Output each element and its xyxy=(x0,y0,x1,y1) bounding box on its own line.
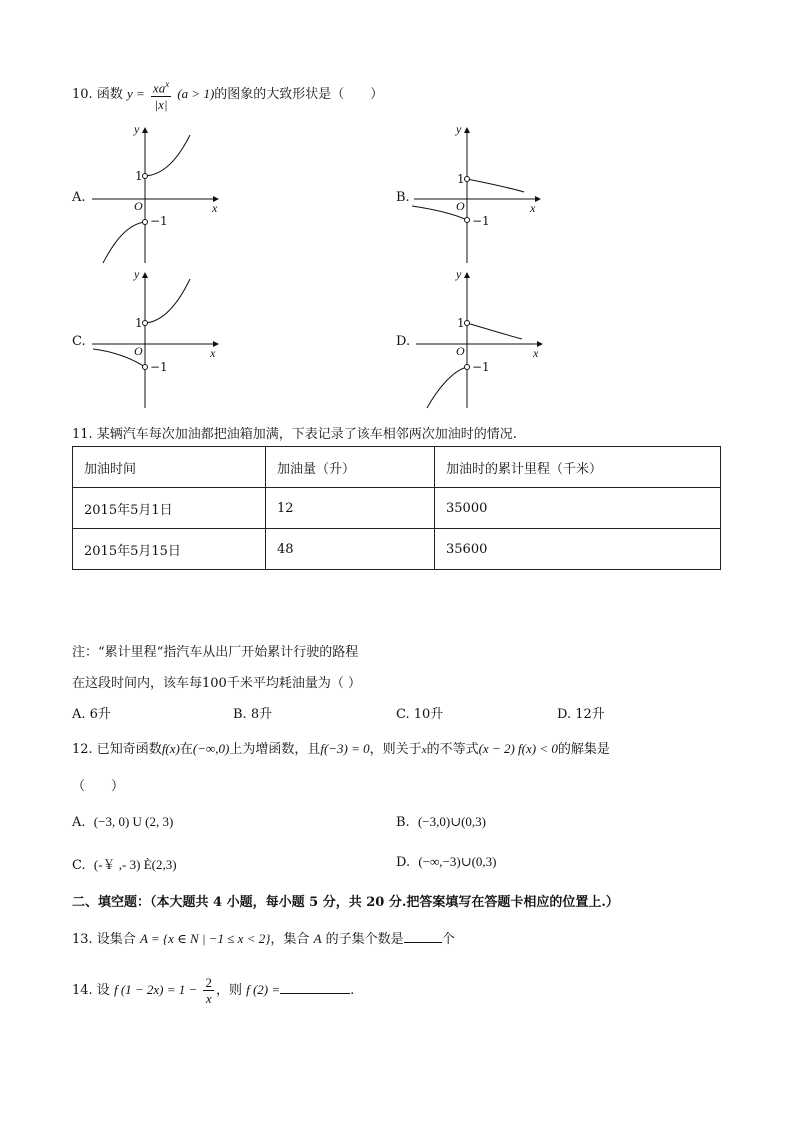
open-point xyxy=(143,220,148,225)
q13-answer-blank[interactable] xyxy=(404,942,442,943)
curve-right xyxy=(467,323,522,339)
label-y: y xyxy=(134,267,140,281)
open-point xyxy=(143,321,148,326)
label-x: x xyxy=(210,346,216,360)
label-one: 1 xyxy=(457,172,465,186)
label-one: 1 xyxy=(135,169,143,183)
q12-stem xyxy=(72,738,610,757)
table-header-cell: 加油时的累计里程（千米） xyxy=(435,447,721,488)
q12-part: 的解集是 xyxy=(557,742,610,757)
table-cell: 12 xyxy=(266,488,435,529)
label-origin: O xyxy=(456,344,465,358)
label-x: x xyxy=(530,201,536,215)
q11-table xyxy=(72,446,721,570)
open-point xyxy=(465,218,470,223)
open-point xyxy=(143,174,148,179)
q13-set: A = {x ∈ N | −1 ≤ x < 2} xyxy=(139,931,271,946)
q12-part: 12. 已知奇函数 xyxy=(72,742,162,757)
label-x: x xyxy=(533,346,539,360)
open-point xyxy=(465,321,470,326)
q10-graph-c xyxy=(90,265,230,415)
q12-part: 上为增函数，且 xyxy=(229,742,321,757)
table-cell: 35000 xyxy=(435,488,721,529)
label-y: y xyxy=(456,267,462,281)
q11-question: 在这段时间内，该车每100千米平均耗油量为（ ） xyxy=(72,676,361,691)
q10-frac-numerator: $xa^x$ xyxy=(152,79,170,96)
table-header-cell: 加油量（升） xyxy=(266,447,435,488)
curve-right xyxy=(467,179,524,192)
q12-part: 在 xyxy=(179,742,193,757)
graph-b-svg xyxy=(412,120,552,270)
open-point xyxy=(143,365,148,370)
q12-part: ，则关于 xyxy=(369,742,422,757)
q14-rhs: f (2) = xyxy=(246,982,281,997)
q10-fraction xyxy=(151,77,171,111)
q11-option-d: D. 12升 xyxy=(557,707,605,722)
q14-lhs: f (1 − 2x) = 1 − xyxy=(113,982,198,997)
label-y: y xyxy=(456,122,462,136)
graph-c-svg xyxy=(90,265,230,415)
label-minus-one: −1 xyxy=(472,360,490,374)
q10-option-c-letter: C. xyxy=(72,334,86,349)
label-x: x xyxy=(212,201,218,215)
table-header-cell: 加油时间 xyxy=(73,447,266,488)
q10-option-a-letter: A. xyxy=(72,190,86,205)
section2-desc: （本大题共 4 小题，每小题 5 分，共 20 分.把答案填写在答题卡相应的位置上.） xyxy=(150,895,619,910)
label-minus-one: −1 xyxy=(150,214,168,228)
label-minus-one: −1 xyxy=(150,360,168,374)
q11-stem: 11. 某辆汽车每次加油都把油箱加满，下表记录了该车相邻两次加油时的情况. xyxy=(72,427,517,442)
q11-option-c: C. 10升 xyxy=(396,707,444,722)
label-origin: O xyxy=(134,199,143,213)
q10-option-b-letter: B. xyxy=(396,190,410,205)
table-header-row xyxy=(73,447,721,488)
table-row xyxy=(73,529,721,570)
q10-graph-a xyxy=(90,120,230,270)
open-point xyxy=(465,365,470,370)
table-cell: 48 xyxy=(266,529,435,570)
section2-heading xyxy=(72,891,619,910)
label-minus-one: −1 xyxy=(472,214,490,228)
q11-note: 注：“累计里程“指汽车从出厂开始累计行驶的路程 xyxy=(72,645,359,660)
label-origin: O xyxy=(456,199,465,213)
q12-part: 的不等式 xyxy=(426,742,479,757)
q14-fraction: $\frac{2}{x}$ xyxy=(205,975,212,1006)
curve-left xyxy=(427,367,467,408)
q10-graph-d xyxy=(412,265,552,415)
q11-option-a: A. 6升 xyxy=(72,707,111,722)
table-cell: 2015年5月15日 xyxy=(73,529,266,570)
q10-prefix: 函数 xyxy=(96,87,123,102)
q14-answer-blank[interactable] xyxy=(280,993,350,994)
section2-title: 二、填空题： xyxy=(72,895,151,910)
q12-option-b: B. (−3,0)∪(0,3) xyxy=(396,814,486,830)
q12-condition: f(−3) = 0 xyxy=(320,741,370,756)
q12-fx: f(x) xyxy=(161,741,180,756)
q12-option-d: D. (−∞,−3)∪(0,3) xyxy=(396,854,497,870)
table-cell: 2015年5月1日 xyxy=(73,488,266,529)
q10-number: 10. xyxy=(72,87,93,102)
q12-option-a: A. (−3, 0) U (2, 3) xyxy=(72,814,174,830)
curve-right xyxy=(145,135,190,176)
q10-stem xyxy=(72,76,383,113)
graph-a-svg xyxy=(90,120,230,270)
q12-option-c: C. (-￥ ,- 3) È(2,3) xyxy=(72,857,177,873)
q11-option-b: B. 8升 xyxy=(233,707,273,722)
q12-inequality: (x − 2) f(x) < 0 xyxy=(478,741,558,756)
q10-option-d-letter: D. xyxy=(396,334,411,349)
q13-stem: 13. 设集合 A = {x ∈ N | −1 ≤ x < 2}，集合 A 的子集个数是 个 xyxy=(72,931,455,947)
curve-left xyxy=(103,222,145,263)
curve-right xyxy=(145,279,190,323)
graph-d-svg xyxy=(412,265,552,415)
q10-condition: (a > 1) xyxy=(177,86,215,101)
open-point xyxy=(465,177,470,182)
label-one: 1 xyxy=(457,316,465,330)
label-y: y xyxy=(134,122,140,136)
q12-var: x xyxy=(421,744,427,756)
table-cell: 35600 xyxy=(435,529,721,570)
q12-paren: （ ） xyxy=(72,779,125,794)
q10-graph-b xyxy=(412,120,552,270)
q10-suffix: 的图象的大致形状是（ ） xyxy=(214,87,384,102)
label-one: 1 xyxy=(135,316,143,330)
table-row xyxy=(73,488,721,529)
q10-frac-denominator: |x| xyxy=(154,96,168,112)
q12-interval: (−∞,0) xyxy=(192,741,230,756)
q14-stem: 14. 设 f (1 − 2x) = 1 − $\frac{2}{x}$ ，则 f (2) = . xyxy=(72,975,355,1006)
q10-lhs: y = xyxy=(126,86,145,101)
label-origin: O xyxy=(134,344,143,358)
